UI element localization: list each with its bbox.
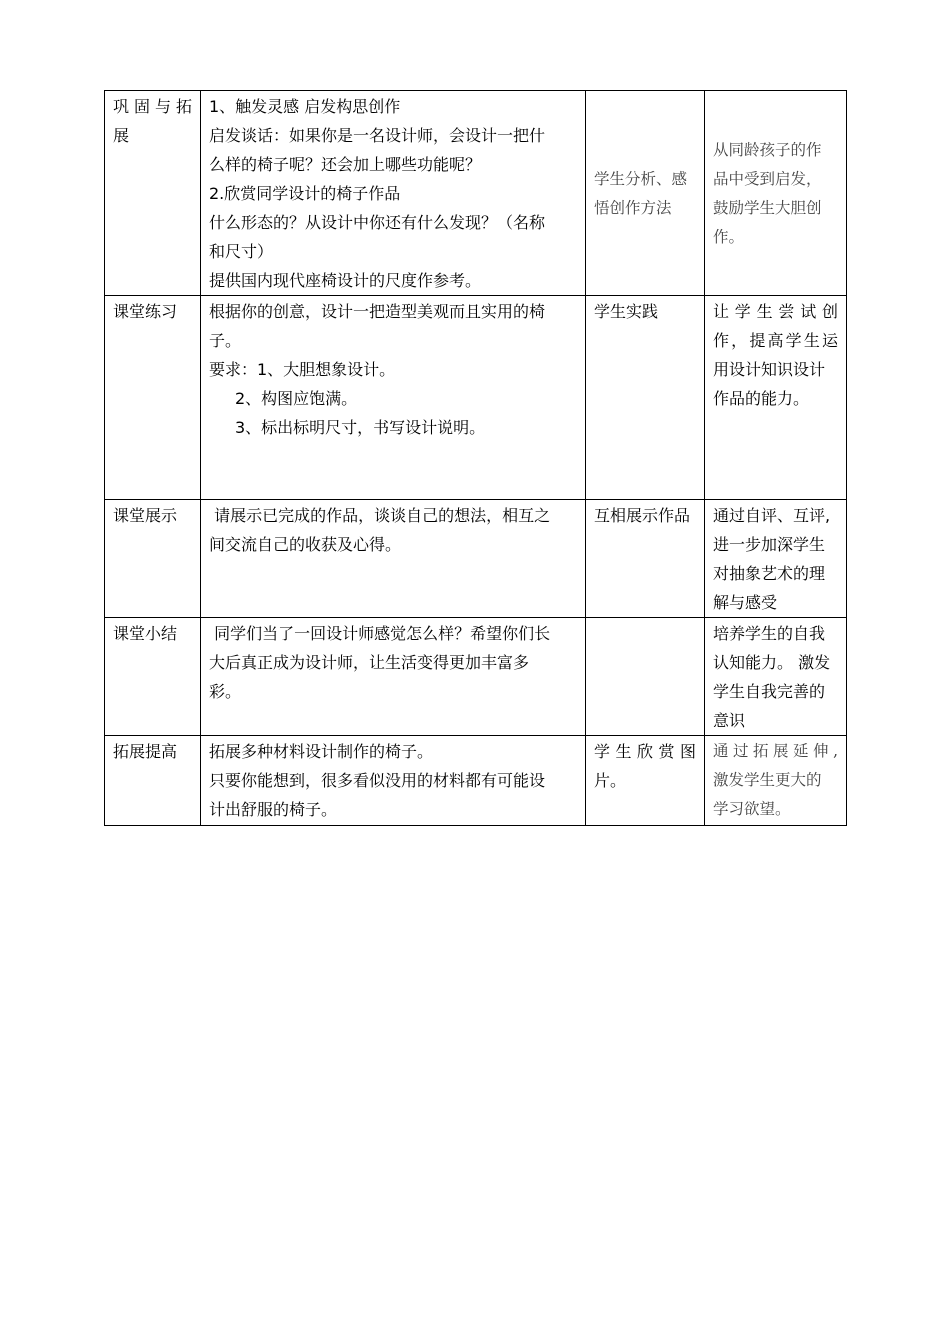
content-text: 什么形态的？从设计中你还有什么发现？（名称 xyxy=(209,213,546,232)
content-text: 请展示已完成的作品，谈谈自己的想法，相互之 xyxy=(209,506,551,525)
student-activity-text: 学生欣赏图 xyxy=(594,742,696,761)
content-cell xyxy=(201,736,586,826)
stage-cell xyxy=(105,736,201,826)
table-row xyxy=(105,296,847,500)
purpose-text: 品中受到启发， xyxy=(713,169,822,188)
stage-text: 课堂练习 xyxy=(113,302,178,321)
content-text: 彩。 xyxy=(209,682,242,701)
content-text: 子。 xyxy=(209,331,242,350)
purpose-text: 作。 xyxy=(713,227,745,246)
content-text: 根据你的创意，设计一把造型美观而且实用的椅 xyxy=(209,302,546,321)
content-text: 只要你能想到，很多看似没用的材料都有可能设 xyxy=(209,771,546,790)
purpose-cell xyxy=(705,296,847,500)
stage-text: 课堂展示 xyxy=(113,506,178,525)
content-text: 要求：1、大胆想象设计。 xyxy=(209,360,396,379)
content-cell xyxy=(201,296,586,500)
content-text: 提供国内现代座椅设计的尺度作参考。 xyxy=(209,271,482,290)
purpose-text: 激发学生更大的 xyxy=(713,771,822,789)
stage-text: 课堂小结 xyxy=(113,624,178,643)
student-activity-cell xyxy=(586,618,705,736)
content-text: 3、标出标明尺寸，书写设计说明。 xyxy=(235,418,486,437)
purpose-text: 让学生尝试创 xyxy=(713,302,838,321)
purpose-text: 通过自评、互评, xyxy=(713,506,831,525)
purpose-text: 学习欲望。 xyxy=(713,800,791,818)
stage-text: 巩固与拓 xyxy=(113,97,192,116)
content-cell xyxy=(201,618,586,736)
purpose-text: 进一步加深学生 xyxy=(713,535,826,554)
stage-text: 展 xyxy=(113,126,130,145)
purpose-text: 作品的能力。 xyxy=(713,389,810,408)
student-activity-text: 片。 xyxy=(594,771,627,790)
student-activity-text: 学生实践 xyxy=(594,302,659,321)
lesson-plan-table xyxy=(104,90,847,826)
content-cell xyxy=(201,91,586,296)
purpose-cell xyxy=(705,500,847,618)
content-text: 计出舒服的椅子。 xyxy=(209,800,338,819)
purpose-text: 用设计知识设计 xyxy=(713,360,826,379)
student-activity-text: 学生分析、感 xyxy=(594,169,688,188)
table-row xyxy=(105,736,847,826)
content-text: 2.欣赏同学设计的椅子作品 xyxy=(209,184,401,203)
table-row xyxy=(105,500,847,618)
content-text: 么样的椅子呢？还会加上哪些功能呢？ xyxy=(209,155,482,174)
content-cell xyxy=(201,500,586,618)
student-activity-cell xyxy=(586,500,705,618)
stage-cell xyxy=(105,91,201,296)
student-activity-cell xyxy=(586,736,705,826)
stage-cell xyxy=(105,500,201,618)
student-activity-text: 悟创作方法 xyxy=(594,198,672,217)
purpose-text: 解与感受 xyxy=(713,593,778,612)
purpose-text: 从同龄孩子的作 xyxy=(713,140,822,159)
purpose-text: 培养学生的自我 xyxy=(713,624,826,643)
content-text: 和尺寸） xyxy=(209,242,274,261)
student-activity-cell xyxy=(586,91,705,296)
content-text: 大后真正成为设计师，让生活变得更加丰富多 xyxy=(209,653,530,672)
purpose-text: 学生自我完善的 xyxy=(713,682,826,701)
student-activity-text: 互相展示作品 xyxy=(594,506,691,525)
purpose-text: 认知能力。 激发 xyxy=(713,653,831,672)
stage-cell xyxy=(105,618,201,736)
purpose-cell xyxy=(705,618,847,736)
purpose-text: 鼓励学生大胆创 xyxy=(713,198,822,217)
purpose-text: 作，提高学生运 xyxy=(713,331,838,350)
table-row xyxy=(105,91,847,296)
purpose-cell xyxy=(705,736,847,826)
stage-text: 拓展提高 xyxy=(113,742,178,761)
content-text: 间交流自己的收获及心得。 xyxy=(209,535,402,554)
table-row xyxy=(105,618,847,736)
content-text: 启发谈话：如果你是一名设计师，会设计一把什 xyxy=(209,126,546,145)
purpose-cell xyxy=(705,91,847,296)
purpose-text: 对抽象艺术的理 xyxy=(713,564,826,583)
purpose-text: 通过拓展延伸, xyxy=(713,742,838,760)
content-text: 1、触发灵感 启发构思创作 xyxy=(209,97,401,116)
content-text: 同学们当了一回设计师感觉怎么样？希望你们长 xyxy=(209,624,551,643)
content-text: 拓展多种材料设计制作的椅子。 xyxy=(209,742,434,761)
purpose-text: 意识 xyxy=(713,711,746,730)
content-text: 2、构图应饱满。 xyxy=(235,389,358,408)
stage-cell xyxy=(105,296,201,500)
student-activity-cell xyxy=(586,296,705,500)
